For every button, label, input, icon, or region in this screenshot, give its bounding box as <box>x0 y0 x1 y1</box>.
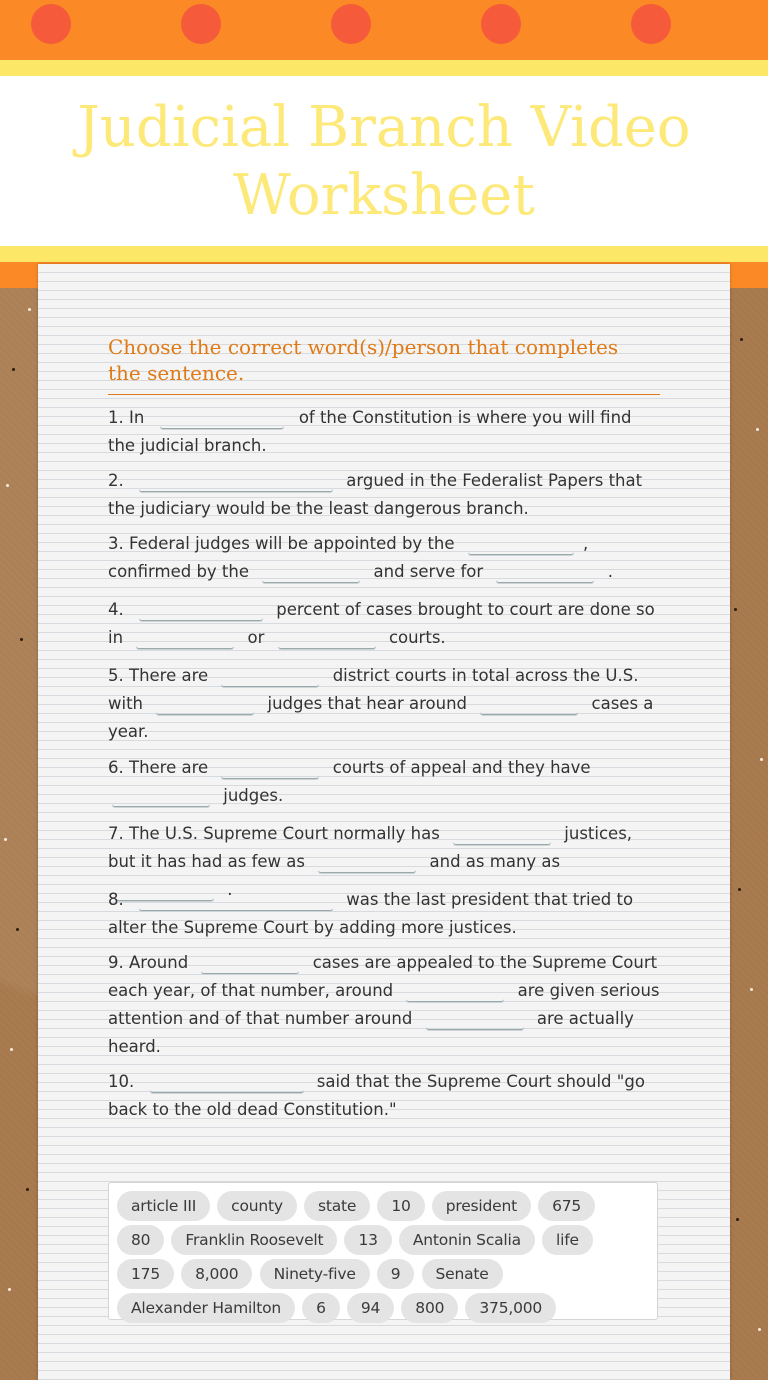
decor-dot <box>12 368 15 371</box>
answer-blank[interactable] <box>156 696 254 715</box>
word-chip[interactable]: 800 <box>401 1293 458 1323</box>
answer-blank[interactable] <box>201 955 299 974</box>
answer-blank[interactable] <box>221 668 319 687</box>
question-text: 6. There are <box>108 758 209 777</box>
instructions: Choose the correct word(s)/person that completes the sentence. <box>108 335 619 385</box>
header-circle <box>481 4 521 44</box>
question-text: 2. <box>108 471 124 490</box>
word-chip[interactable]: article III <box>117 1191 210 1221</box>
question-text: . <box>607 562 613 581</box>
worksheet-title: Judicial Branch Video Worksheet <box>77 95 691 228</box>
word-chip[interactable]: Senate <box>422 1259 503 1289</box>
question-text: and as many as <box>429 852 561 871</box>
word-chip[interactable]: 675 <box>538 1191 595 1221</box>
question-text: are given serious attention and of that number around <box>108 981 660 1028</box>
header-band <box>0 0 768 60</box>
header-stripe-top <box>0 60 768 76</box>
question-10 <box>108 1068 660 1124</box>
question-text: courts of appeal and they have <box>332 758 591 777</box>
decor-dot <box>20 638 23 641</box>
question-5 <box>108 662 660 746</box>
question-text: judges that hear around <box>267 694 468 713</box>
question-9 <box>108 949 660 1061</box>
decor-dot <box>8 1288 11 1291</box>
question-text: 1. In <box>108 408 145 427</box>
question-text: 9. Around <box>108 953 189 972</box>
header-stripe-bottom <box>0 246 768 262</box>
answer-blank[interactable] <box>468 536 574 555</box>
question-text: district courts in total across the U.S. with <box>108 666 639 713</box>
word-chip[interactable]: 13 <box>344 1225 391 1255</box>
question-text: 4. <box>108 600 124 619</box>
question-text: 8. <box>108 890 124 909</box>
question-8 <box>108 886 660 942</box>
question-text: was the last president that tried to alter the Supreme Court by adding more justices. <box>108 890 634 937</box>
header-circle <box>631 4 671 44</box>
decor-dot <box>734 608 737 611</box>
decor-dot <box>760 758 763 761</box>
word-chip[interactable]: Antonin Scalia <box>399 1225 535 1255</box>
word-chip[interactable]: 6 <box>302 1293 340 1323</box>
header-circle <box>181 4 221 44</box>
word-chip[interactable]: life <box>542 1225 593 1255</box>
decor-dot <box>16 928 19 931</box>
answer-blank[interactable] <box>136 630 234 649</box>
word-chip[interactable]: Ninety-five <box>260 1259 370 1289</box>
word-chip[interactable]: 9 <box>377 1259 415 1289</box>
decor-dot <box>4 838 7 841</box>
question-4 <box>108 596 660 652</box>
word-chip[interactable]: 375,000 <box>465 1293 556 1323</box>
answer-blank[interactable] <box>262 564 360 583</box>
decor-dot <box>6 484 9 487</box>
decor-dot <box>740 338 743 341</box>
word-bank <box>108 1182 658 1320</box>
decor-dot <box>736 1218 739 1221</box>
word-chip[interactable]: 175 <box>117 1259 174 1289</box>
word-chip[interactable]: 80 <box>117 1225 164 1255</box>
decor-dot <box>750 988 753 991</box>
question-text: courts. <box>388 628 446 647</box>
answer-blank[interactable] <box>150 1074 304 1093</box>
question-text: cases a year. <box>108 694 654 741</box>
question-6 <box>108 754 660 810</box>
decor-dot <box>758 1328 761 1331</box>
answer-blank[interactable] <box>221 760 319 779</box>
answer-blank[interactable] <box>453 826 551 845</box>
decor-dot <box>26 1188 29 1191</box>
instructions-divider <box>108 394 660 395</box>
question-text: 10. <box>108 1072 135 1091</box>
answer-blank[interactable] <box>278 630 376 649</box>
header-circle <box>31 4 71 44</box>
word-chip[interactable]: 10 <box>377 1191 424 1221</box>
question-text: cases are appealed to the Supreme Court each year, of that number, around <box>108 953 658 1000</box>
answer-blank[interactable] <box>406 983 504 1002</box>
word-chip[interactable]: 94 <box>347 1293 394 1323</box>
decor-dot <box>28 308 31 311</box>
question-text: or <box>247 628 265 647</box>
word-chip[interactable]: president <box>432 1191 531 1221</box>
word-chip[interactable]: state <box>304 1191 370 1221</box>
question-text: of the Constitution is where you will find the judicial branch. <box>108 408 632 455</box>
question-text: argued in the Federalist Papers that the judiciary would be the least dangerous branch. <box>108 471 643 518</box>
answer-blank[interactable] <box>139 892 333 911</box>
decor-dot <box>756 428 759 431</box>
question-text: justices, but it has had as few as <box>108 824 633 871</box>
question-text: and serve for <box>373 562 484 581</box>
answer-blank[interactable] <box>112 788 210 807</box>
question-text: percent of cases brought to court are done so in <box>108 600 655 647</box>
question-1 <box>108 404 660 460</box>
question-text: judges. <box>223 786 284 805</box>
answer-blank[interactable] <box>496 564 594 583</box>
question-text: 3. Federal judges will be appointed by the <box>108 534 455 553</box>
answer-blank[interactable] <box>139 602 263 621</box>
word-chip[interactable]: 8,000 <box>181 1259 252 1289</box>
question-text: , confirmed by the <box>108 534 589 581</box>
answer-blank[interactable] <box>318 854 416 873</box>
question-text: . <box>227 880 233 899</box>
answer-blank[interactable] <box>139 473 333 492</box>
word-chip[interactable]: county <box>217 1191 297 1221</box>
word-chip[interactable]: Alexander Hamilton <box>117 1293 295 1323</box>
question-text: 5. There are <box>108 666 209 685</box>
decor-dot <box>738 888 741 891</box>
question-text: said that the Supreme Court should "go back to the old dead Constitution." <box>108 1072 645 1119</box>
decor-dot <box>10 1048 13 1051</box>
question-3 <box>108 530 660 586</box>
header-circle <box>331 4 371 44</box>
answer-blank[interactable] <box>160 410 284 429</box>
question-text: are actually heard. <box>108 1009 634 1056</box>
question-2 <box>108 467 660 523</box>
answer-blank[interactable] <box>426 1011 524 1030</box>
answer-blank[interactable] <box>480 696 578 715</box>
question-text: 7. The U.S. Supreme Court normally has <box>108 824 440 843</box>
word-chip[interactable]: Franklin Roosevelt <box>171 1225 337 1255</box>
